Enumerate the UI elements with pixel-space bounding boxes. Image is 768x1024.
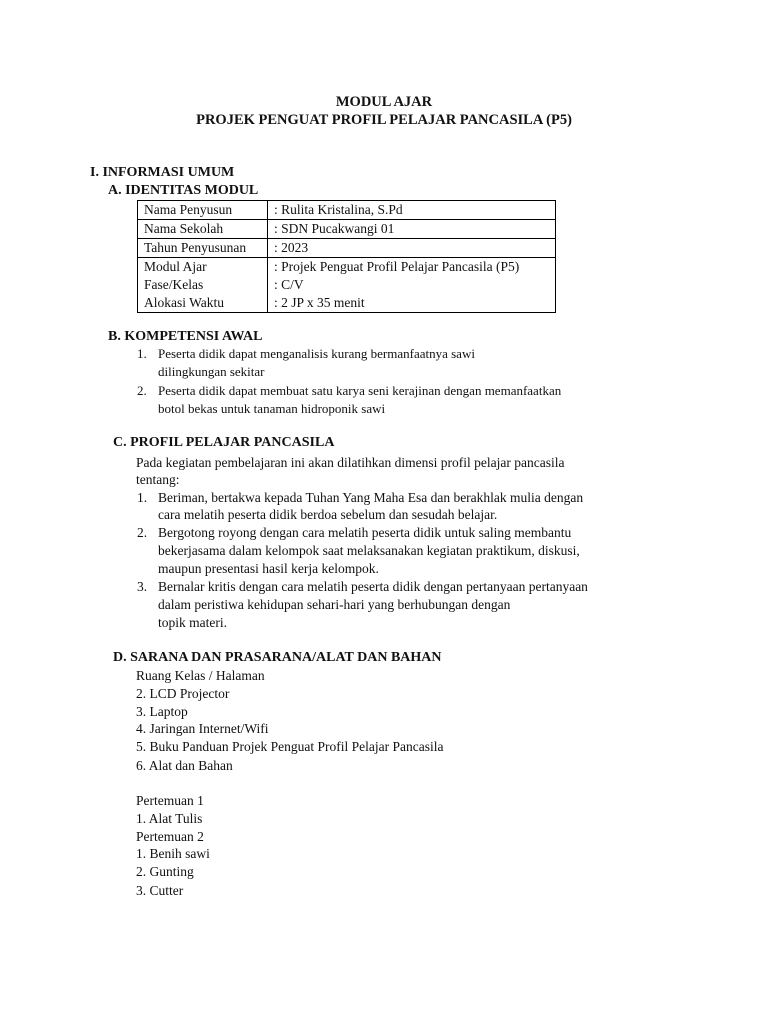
list-item: 1. Alat Tulis: [136, 811, 203, 826]
module-title: MODUL AJAR: [335, 94, 433, 110]
list-item: 1. Benih sawi: [136, 846, 210, 861]
list-item-text: Peserta didik dapat menganalisis kurang bermanfaatnya sawi: [158, 346, 475, 361]
intro-text: tentang:: [136, 472, 180, 487]
intro-text: Pada kegiatan pembelajaran ini akan dilatihkan dimensi profil pelajar pancasila: [136, 455, 565, 470]
table-value-cell: : Rulita Kristalina, S.Pd: [268, 201, 556, 220]
value-modul-ajar: : Projek Penguat Profil Pelajar Pancasila (P5): [274, 259, 520, 274]
list-item-text: maupun presentasi hasil kerja kelompok.: [158, 561, 379, 576]
value-fase-kelas: : C/V: [274, 277, 304, 292]
list-item: 4. Jaringan Internet/Wifi: [136, 721, 269, 736]
list-item-number: 1.: [137, 346, 147, 361]
meeting-heading: Pertemuan 2: [136, 829, 204, 844]
table-key-cell: Nama Penyusun: [138, 201, 268, 220]
value-alokasi-waktu: : 2 JP x 35 menit: [274, 295, 365, 310]
meeting-heading: Pertemuan 1: [136, 793, 204, 808]
list-item-number: 1.: [137, 490, 148, 505]
list-item: 2. LCD Projector: [136, 686, 230, 701]
table-value-cell: : SDN Pucakwangi 01: [268, 220, 556, 239]
table-key-cell: Tahun Penyusunan: [138, 239, 268, 258]
list-item: 6. Alat dan Bahan: [136, 758, 233, 773]
list-item: 3. Laptop: [136, 704, 188, 719]
list-item-text: bekerjasama dalam kelompok saat melaksanakan kegiatan praktikum, diskusi,: [158, 543, 580, 558]
section-informasi-umum-heading: I. INFORMASI UMUM: [90, 165, 235, 180]
list-item-text: topik materi.: [158, 615, 227, 630]
key-modul-ajar: Modul Ajar: [144, 259, 207, 274]
list-item-text: dalam peristiwa kehidupan sehari-hari yang berhubungan dengan: [158, 597, 511, 612]
profil-pelajar-heading: C. PROFIL PELAJAR PANCASILA: [113, 435, 335, 450]
list-item: Ruang Kelas / Halaman: [136, 668, 265, 683]
list-item: 3. Cutter: [136, 883, 184, 898]
table-row: [138, 239, 556, 258]
table-value-cell: : 2023: [268, 239, 556, 258]
list-item: 5. Buku Panduan Projek Penguat Profil Pelajar Pancasila: [136, 739, 444, 754]
identitas-modul-heading: A. IDENTITAS MODUL: [108, 183, 259, 198]
sarana-prasarana-heading: D. SARANA DAN PRASARANA/ALAT DAN BAHAN: [113, 650, 442, 665]
table-row: [138, 201, 556, 220]
identity-table: [137, 200, 556, 313]
list-item-number: 2.: [137, 383, 147, 398]
list-item-text: dilingkungan sekitar: [158, 364, 265, 379]
list-item-text: Peserta didik dapat membuat satu karya seni kerajinan dengan memanfaatkan: [158, 383, 562, 398]
list-item-number: 3.: [137, 579, 148, 594]
list-item-text: Bernalar kritis dengan cara melatih peserta didik dengan pertanyaan pertanyaan: [158, 579, 588, 594]
kompetensi-awal-heading: B. KOMPETENSI AWAL: [108, 329, 263, 344]
list-item-text: Bergotong royong dengan cara melatih peserta didik untuk saling membantu: [158, 525, 572, 540]
list-item-text: Beriman, bertakwa kepada Tuhan Yang Maha Esa dan berakhlak mulia dengan: [158, 490, 584, 505]
table-value-cell: [268, 258, 556, 313]
list-item-text: cara melatih peserta didik berdoa sebelum dan sesudah belajar.: [158, 507, 498, 522]
key-fase-kelas: Fase/Kelas: [144, 277, 204, 292]
list-item-text: botol bekas untuk tanaman hidroponik sawi: [158, 401, 386, 416]
key-alokasi-waktu: Alokasi Waktu: [144, 295, 225, 310]
list-item: 2. Gunting: [136, 864, 194, 879]
list-item-number: 2.: [137, 525, 148, 540]
table-key-cell: Nama Sekolah: [138, 220, 268, 239]
table-key-cell: [138, 258, 268, 313]
table-row: [138, 220, 556, 239]
table-row: [138, 258, 556, 313]
module-subtitle: PROJEK PENGUAT PROFIL PELAJAR PANCASILA (P5): [196, 112, 572, 128]
